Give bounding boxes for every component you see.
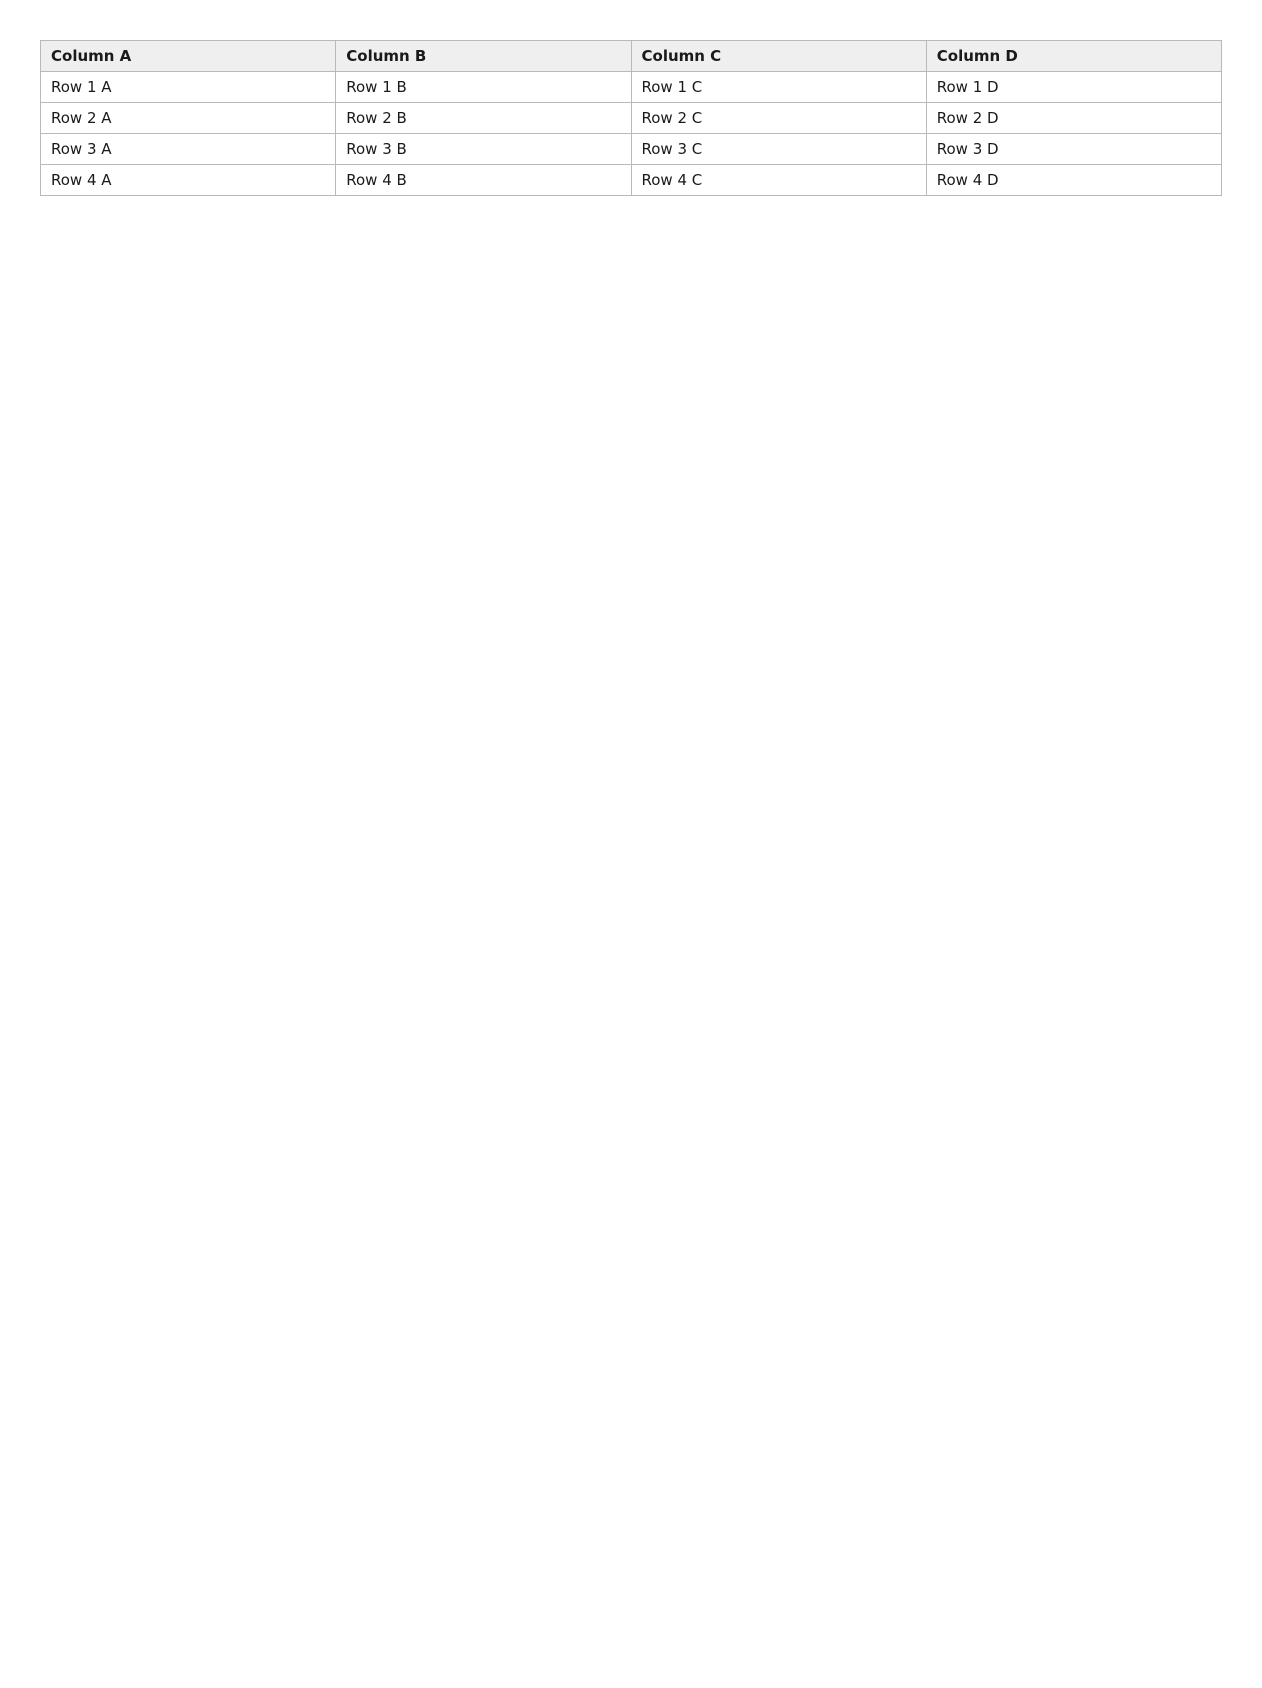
header-cell: Column D (926, 41, 1221, 72)
table-cell: Row 3 A (41, 134, 336, 165)
table-cell: Row 2 B (336, 103, 631, 134)
header-cell: Column B (336, 41, 631, 72)
table-cell: Row 2 C (631, 103, 926, 134)
table-cell: Row 1 B (336, 72, 631, 103)
data-table (40, 40, 1222, 196)
header-cell: Column A (41, 41, 336, 72)
table-cell: Row 4 D (926, 165, 1221, 196)
table-head (41, 41, 1222, 72)
table-cell: Row 1 D (926, 72, 1221, 103)
table-row (41, 165, 1222, 196)
table-cell: Row 1 A (41, 72, 336, 103)
table-cell: Row 3 C (631, 134, 926, 165)
table-row (41, 134, 1222, 165)
header-row (41, 41, 1222, 72)
table-row (41, 103, 1222, 134)
table-cell: Row 4 C (631, 165, 926, 196)
table-cell: Row 3 B (336, 134, 631, 165)
table-cell: Row 2 D (926, 103, 1221, 134)
table-cell: Row 2 A (41, 103, 336, 134)
table-cell: Row 4 A (41, 165, 336, 196)
table-cell: Row 4 B (336, 165, 631, 196)
table-body (41, 72, 1222, 196)
table-cell: Row 3 D (926, 134, 1221, 165)
table-cell: Row 1 C (631, 72, 926, 103)
header-cell: Column C (631, 41, 926, 72)
table-row (41, 72, 1222, 103)
